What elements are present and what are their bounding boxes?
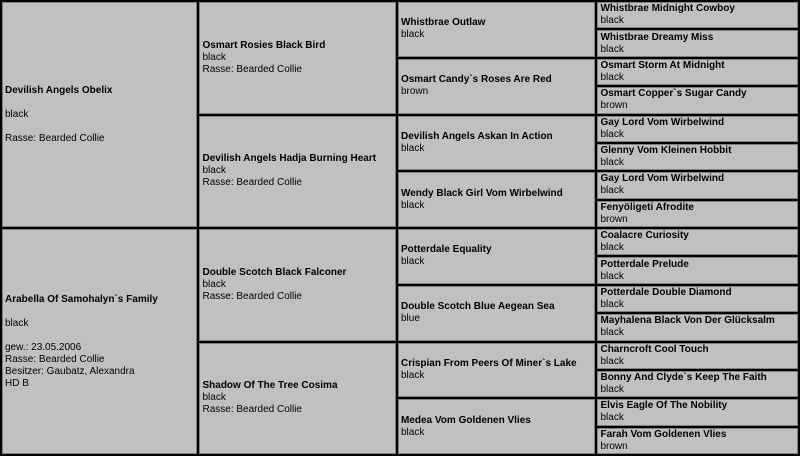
dssd-name[interactable]: Potterdale Prelude	[600, 258, 689, 270]
sire-name[interactable]: Devilish Angels Obelix	[5, 84, 113, 96]
sddd-name[interactable]: Fenyöligeti Afrodite	[600, 201, 694, 213]
ddds-cell	[597, 399, 798, 425]
dsdd-cell	[597, 314, 798, 340]
sssd-name[interactable]: Whistbrae Dreamy Miss	[600, 31, 714, 43]
sdss-color: black	[600, 128, 624, 140]
sdsd-name[interactable]: Glenny Vom Kleinen Hobbit	[600, 145, 732, 157]
dd-color: black	[202, 392, 226, 404]
sd-name[interactable]: Devilish Angels Hadja Burning Heart	[202, 153, 377, 165]
sssd-color: black	[600, 43, 624, 55]
ssdd-name[interactable]: Osmart Copper`s Sugar Candy	[600, 88, 747, 100]
sdds-color: black	[600, 185, 624, 197]
sdds-name[interactable]: Gay Lord Vom Wirbelwind	[600, 173, 725, 185]
sss-color: black	[400, 29, 425, 41]
ssds-cell	[597, 59, 798, 85]
dss-color: black	[400, 256, 425, 268]
dssd-color: black	[600, 270, 624, 282]
ssds-name[interactable]: Osmart Storm At Midnight	[600, 59, 725, 71]
sdd-cell	[398, 172, 596, 227]
ddd-cell	[398, 399, 596, 454]
sdss-cell	[597, 116, 798, 142]
dsd-cell	[398, 286, 596, 341]
dds-color: black	[400, 369, 425, 381]
sdss-name[interactable]: Gay Lord Vom Wirbelwind	[600, 116, 725, 128]
sire-breed: Rasse: Bearded Collie	[5, 132, 105, 144]
sdds-cell	[597, 172, 798, 198]
sdsd-cell	[597, 144, 798, 170]
sddd-cell	[597, 201, 798, 227]
ddss-cell	[597, 343, 798, 369]
sd-color: black	[202, 165, 226, 177]
ddsd-cell	[597, 371, 798, 397]
dam-owner: Besitzer: Gaubatz, Alexandra	[5, 365, 135, 377]
dss-cell	[398, 229, 596, 284]
sds-name[interactable]: Devilish Angels Askan In Action	[400, 130, 553, 142]
ddd-name[interactable]: Medea Vom Goldenen Vlies	[400, 414, 531, 426]
ssss-cell	[597, 2, 798, 28]
dsd-color: blue	[400, 313, 420, 325]
dsss-color: black	[600, 242, 624, 254]
dam-cell	[2, 229, 197, 454]
ss-breed: Rasse: Bearded Collie	[202, 63, 302, 75]
dddd-cell	[597, 428, 798, 454]
ddds-color: black	[600, 412, 624, 424]
dsss-name[interactable]: Coalacre Curiosity	[600, 230, 689, 242]
sss-name[interactable]: Whistbrae Outlaw	[400, 17, 486, 29]
ddd-color: black	[400, 426, 425, 438]
sire-cell	[2, 2, 197, 227]
dd-breed: Rasse: Bearded Collie	[202, 404, 302, 416]
ds-color: black	[202, 278, 226, 290]
sd-cell	[199, 116, 395, 228]
dsdd-color: black	[600, 327, 624, 339]
dam-born: gew.: 23.05.2006	[5, 341, 82, 353]
dd-name[interactable]: Shadow Of The Tree Cosima	[202, 380, 338, 392]
dam-breed: Rasse: Bearded Collie	[5, 353, 105, 365]
dss-name[interactable]: Potterdale Equality	[400, 244, 492, 256]
dd-cell	[199, 343, 395, 455]
ss-color: black	[202, 51, 226, 63]
sds-color: black	[400, 142, 425, 154]
ss-cell	[199, 2, 395, 114]
ss-name[interactable]: Osmart Rosies Black Bird	[202, 39, 326, 51]
ddsd-name[interactable]: Bonny And Clyde`s Keep The Faith	[600, 372, 767, 384]
sds-cell	[398, 116, 596, 171]
ssd-cell	[398, 59, 596, 114]
ddss-name[interactable]: Charncroft Cool Touch	[600, 343, 709, 355]
dsds-color: black	[600, 298, 624, 310]
ssdd-cell	[597, 87, 798, 113]
dsd-name[interactable]: Double Scotch Blue Aegean Sea	[400, 301, 555, 313]
ssd-color: brown	[400, 86, 429, 98]
sdd-color: black	[400, 199, 425, 211]
dam-hd: HD B	[5, 377, 29, 389]
sdsd-color: black	[600, 157, 624, 169]
ssd-name[interactable]: Osmart Candy`s Roses Are Red	[400, 74, 552, 86]
sdd-name[interactable]: Wendy Black Girl Vom Wirbelwind	[400, 187, 563, 199]
ssds-color: black	[600, 71, 624, 83]
dddd-name[interactable]: Farah Vom Goldenen Vlies	[600, 428, 727, 440]
ssss-name[interactable]: Whistbrae Midnight Cowboy	[600, 3, 735, 15]
ssdd-color: brown	[600, 100, 628, 112]
dds-cell	[398, 343, 596, 398]
dsds-cell	[597, 286, 798, 312]
sssd-cell	[597, 30, 798, 56]
dam-color: black	[5, 317, 29, 329]
dds-name[interactable]: Crispian From Peers Of Miner`s Lake	[400, 357, 577, 369]
dsdd-name[interactable]: Mayhalena Black Von Der Glücksalm	[600, 315, 775, 327]
ddsd-color: black	[600, 384, 624, 396]
ddds-name[interactable]: Elvis Eagle Of The Nobility	[600, 400, 728, 412]
sd-breed: Rasse: Bearded Collie	[202, 177, 302, 189]
ds-name[interactable]: Double Scotch Black Falconer	[202, 266, 347, 278]
sddd-color: brown	[600, 213, 628, 225]
sss-cell	[398, 2, 596, 57]
ddss-color: black	[600, 355, 624, 367]
dsds-name[interactable]: Potterdale Double Diamond	[600, 286, 732, 298]
ds-cell	[199, 229, 395, 341]
dsss-cell	[597, 229, 798, 255]
ssss-color: black	[600, 15, 624, 27]
dssd-cell	[597, 257, 798, 283]
dddd-color: brown	[600, 440, 628, 452]
dam-name[interactable]: Arabella Of Samohalyn`s Family	[5, 293, 158, 305]
ds-breed: Rasse: Bearded Collie	[202, 290, 302, 302]
sire-color: black	[5, 108, 29, 120]
